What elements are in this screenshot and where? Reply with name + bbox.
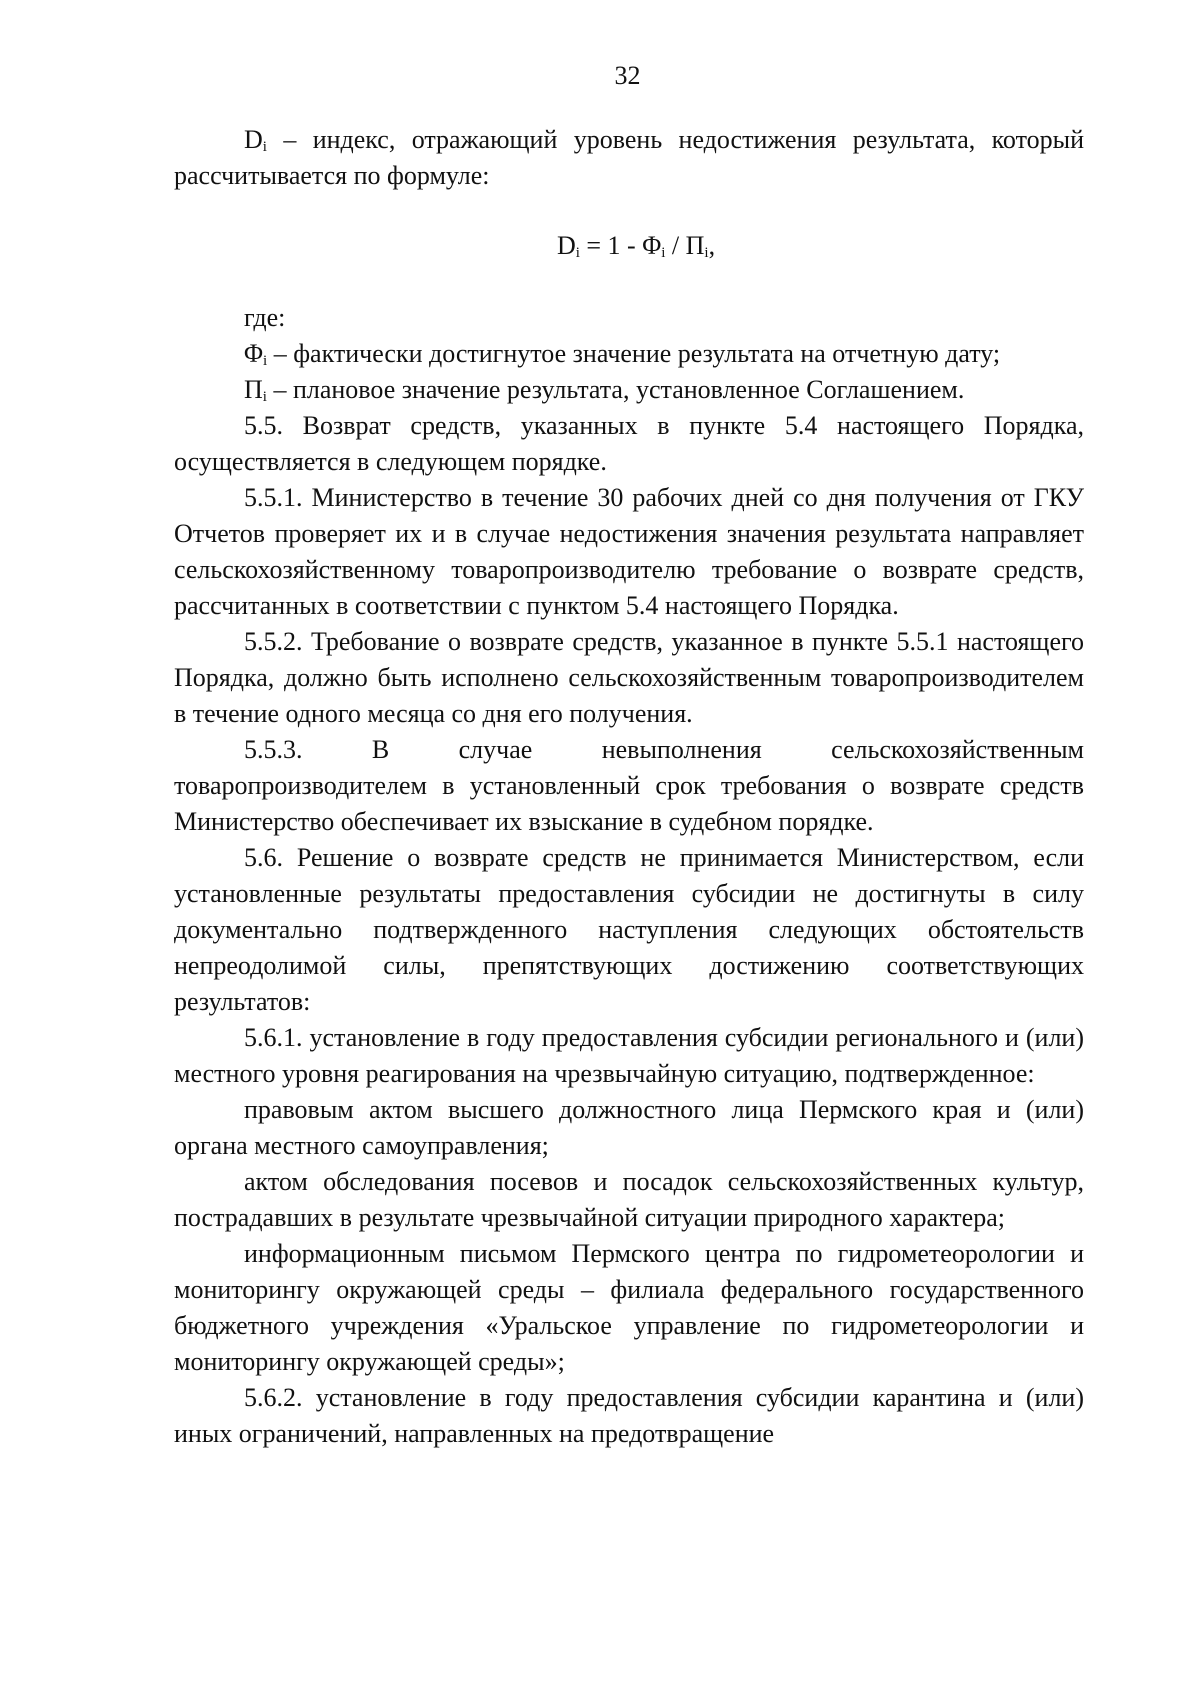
paragraph-5-5-1: 5.5.1. Министерство в течение 30 рабочих дней со дня получения от ГКУ Отчетов проверяет их и в случае недостижения значения результата направляет сельскохозяйственному товаропроизводителю требование о возврате средств, рассчитанных в соответствии с пунктом 5.4 настоящего Порядка. [174, 483, 1084, 620]
symbol-d-subscript: i [262, 139, 267, 155]
paragraph-5-5-3: 5.5.3. В случае невыполнения сельскохозяйственным товаропроизводителем в установленный срок требования о возврате средств Министерство обеспечивает их взыскание в судебном порядке. [174, 735, 1084, 836]
paragraph-legal-act: правовым актом высшего должностного лица Пермского края и (или) органа местного самоуправления; [174, 1095, 1084, 1160]
symbol-phi-subscript: i [263, 353, 268, 369]
formula-part-b: = 1 - Φ [579, 231, 662, 260]
paragraph-text: – индекс, отражающий уровень недостижения результата, который рассчитывается по формуле: [174, 125, 1084, 190]
paragraph-index-definition [174, 122, 1084, 194]
symbol-phi: Φ [244, 339, 264, 368]
formula-sub-c: i [704, 245, 709, 261]
formula-sub-b: i [661, 245, 666, 261]
formula-sub-a: i [575, 245, 580, 261]
paragraph-5-6: 5.6. Решение о возврате средств не принимается Министерством, если установленные результаты предоставления субсидии не достигнуты в силу документально подтвержденного наступления следующих обстоятельств непреодолимой силы, препятствующих достижению соответствующих результатов: [174, 843, 1084, 1016]
page-number: 32 [614, 61, 641, 90]
paragraph-text: – фактически достигнутое значение результата на отчетную дату; [267, 339, 1001, 368]
paragraph-where: где: [244, 303, 286, 332]
paragraph-5-5-2: 5.5.2. Требование о возврате средств, указанное в пункте 5.5.1 настоящего Порядка, должно быть исполнено сельскохозяйственным товаропроизводителем в течение одного месяца со дня его получения. [174, 627, 1084, 728]
paragraph-info-letter: информационным письмом Пермского центра по гидрометеорологии и мониторингу окружающей среды – филиала федерального государственного бюджетного учреждения «Уральское управление по гидрометеорологии и мониторингу окружающей среды»; [174, 1239, 1084, 1376]
formula-part-a: D [556, 231, 576, 260]
formula [174, 228, 1084, 264]
document-body [174, 122, 1084, 1452]
paragraph-inspection-act: актом обследования посевов и посадок сельскохозяйственных культур, пострадавших в результате чрезвычайной ситуации природного характера; [174, 1167, 1084, 1232]
paragraph-pi-definition [174, 372, 1084, 408]
paragraph-phi-definition [174, 336, 1084, 372]
paragraph-5-6-2: 5.6.2. установление в году предоставления субсидии карантина и (или) иных ограничений, направленных на предотвращение [174, 1383, 1084, 1448]
symbol-pi-subscript: i [262, 389, 267, 405]
formula-part-d: , [708, 231, 716, 260]
paragraph-5-6-1: 5.6.1. установление в году предоставления субсидии регионального и (или) местного уровня реагирования на чрезвычайную ситуацию, подтвержденное: [174, 1023, 1084, 1088]
paragraph-5-5: 5.5. Возврат средств, указанных в пункте 5.4 настоящего Порядка, осуществляется в следующем порядке. [174, 411, 1084, 476]
symbol-d: D [244, 125, 263, 154]
paragraph-text: – плановое значение результата, установленное Соглашением. [266, 375, 965, 404]
symbol-pi: П [244, 375, 263, 404]
formula-part-c: / П [665, 231, 705, 260]
